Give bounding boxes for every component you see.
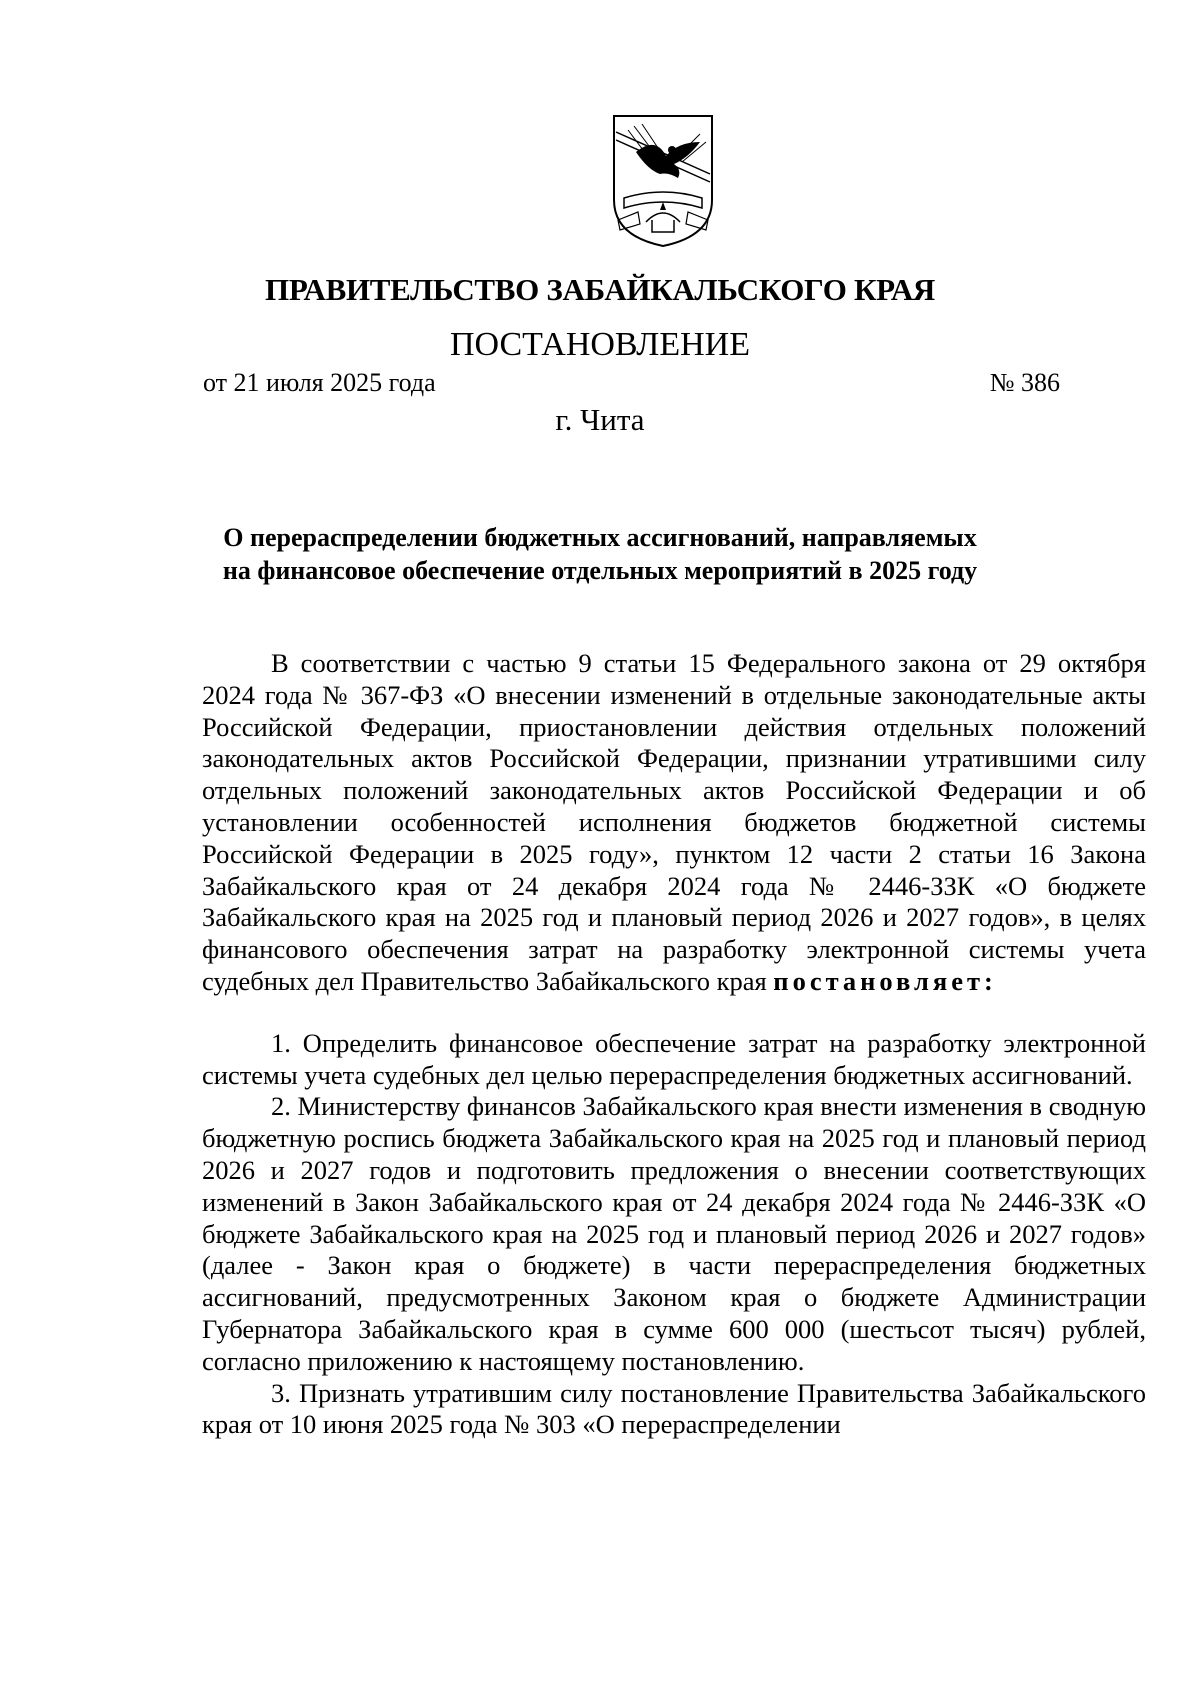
- document-city: г. Чита: [555, 402, 645, 437]
- subject-line: на финансовое обеспечение отдельных мероприятий в 2025 году: [222, 556, 978, 585]
- preamble-text: В соответствии с частью 9 статьи 15 Федерального закона от 29 октября 2024 года № 367-ФЗ «О внесении изменений в отдельные законодательные акты Российской Федерации, приостановлении действия отдельных положений законодательных актов Российской Федерации, признании утратившими силу отдельных положений законодательных актов Российской Федерации и об установлении особенностей исполнения бюджетов бюджетной системы Российской Федерации в 2025 году», пунктом 12 части 2 статьи 16 Закона Забайкальского края от 24 декабря 2024 года № 2446-ЗЗК «О бюджете Забайкальского края на 2025 год и плановый период 2026 и 2027 годов», в целях финансового обеспечения затрат на разработку электронной системы учета судебных дел Правительство Забайкальского края: [202, 648, 1146, 996]
- document-body: [202, 648, 1146, 1441]
- zabaykalsky-krai-coat-of-arms-icon: [608, 112, 718, 250]
- subject-line: О перераспределении бюджетных ассигнований, направляемых: [223, 523, 977, 552]
- document-subject: [0, 521, 1200, 587]
- document-date: от 21 июля 2025 года: [203, 368, 436, 397]
- item-paragraph: 1. Определить финансовое обеспечение затрат на разработку электронной системы учета судебных дел целью перераспределения бюджетных ассигнований.: [202, 1027, 1146, 1090]
- preamble-paragraph: [202, 648, 1146, 998]
- item-paragraph: 3. Признать утратившим силу постановление Правительства Забайкальского края от 10 июня 2025 года № 303 «О перераспределении: [202, 1377, 1146, 1440]
- item-paragraph: 2. Министерству финансов Забайкальского края внести изменения в сводную бюджетную роспись бюджета Забайкальского края на 2025 год и плановый период 2026 и 2027 годов и подготовить предложения о внесении соответствующих изменений в Закон Забайкальского края от 24 декабря 2024 года № 2446-ЗЗК «О бюджете Забайкальского края на 2025 год и плановый период 2026 и 2027 годов» (далее - Закон края о бюджете) в части перераспределения бюджетных ассигнований, предусмотренных Законом края о бюджете Администрации Губернатора Забайкальского края в сумме 600 000 (шестьсот тысяч) рублей, согласно приложению к настоящему постановлению.: [202, 1091, 1146, 1376]
- resolves-word: постановляет:: [773, 965, 997, 996]
- document-type: ПОСТАНОВЛЕНИЕ: [449, 326, 751, 363]
- document-number: № 386: [989, 368, 1060, 397]
- organization-title: ПРАВИТЕЛЬСТВО ЗАБАЙКАЛЬСКОГО КРАЯ: [265, 272, 935, 307]
